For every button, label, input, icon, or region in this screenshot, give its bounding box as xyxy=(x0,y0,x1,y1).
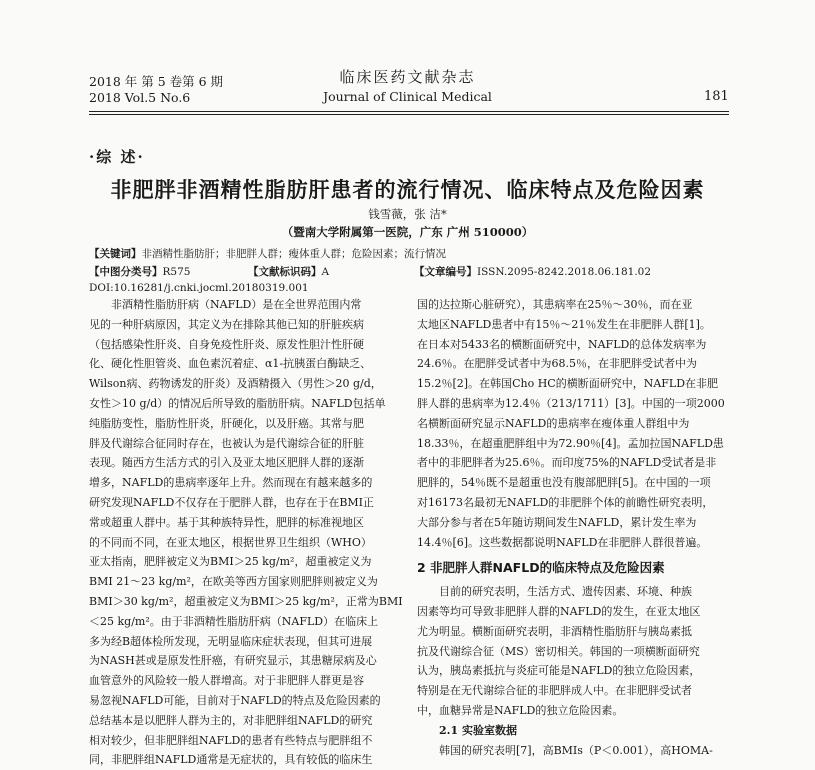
body-line: 非酒精性脂肪肝病（NAFLD）是在全世界范围内常 xyxy=(111,298,362,311)
body-line: 大部分参与者在5年随访期间发生NAFLD，累计发生率为 xyxy=(417,515,697,529)
journal-title-cn: 临床医药文献杂志 xyxy=(339,68,476,86)
article-number-value: ISSN.2095-8242.2018.06.181.02 xyxy=(477,266,652,278)
body-line: 14.4％[6]。这些数据都说明NAFLD在非肥胖人群很普遍。 xyxy=(417,535,708,549)
body-line: 纯脂肪变性，脂肪性肝炎，肝硬化，以及肝癌。其常与肥 xyxy=(89,416,364,430)
article-authors: 钱雪薇，张 洁* xyxy=(368,207,447,221)
body-line: 18.33％，在超重肥胖组中为72.90％[4]。孟加拉国NAFLD患 xyxy=(417,436,724,450)
right-column xyxy=(417,295,735,760)
issue-info-en: 2018 Vol.5 No.6 xyxy=(89,90,191,105)
section-heading-2: 2 非肥胖人群NAFLD的临床特点及危险因素 xyxy=(417,560,665,576)
body-line: 24.6％。在肥胖受试者中为68.5％，在非肥胖受试者中为 xyxy=(417,357,697,371)
page-number: 181 xyxy=(704,89,729,104)
body-line: 胖及代谢综合征同时存在，也被认为是代谢综合征的肝脏 xyxy=(89,436,364,450)
body-line: 在日本对5433名的横断面研究中，NAFLD的总体发病率为 xyxy=(417,337,707,351)
keywords-line xyxy=(89,246,446,261)
body-line: 15.2％[2]。在韩国Cho HC的横断面研究中，NAFLD在非肥 xyxy=(417,377,719,391)
article-title: 非肥胖非酒精性脂肪肝患者的流行情况、临床特点及危险因素 xyxy=(110,178,705,202)
body-line: 名横断面研究显示NAFLD的患病率在瘦体重人群组中为 xyxy=(417,416,690,430)
body-line: 中，血糖异常是NAFLD的独立危险因素。 xyxy=(417,703,624,717)
body-line: 为NASH甚或是原发性肝癌，有研究显示，其患糖尿病及心 xyxy=(89,654,377,668)
article-number-line xyxy=(414,264,651,279)
left-column xyxy=(89,295,407,770)
header-rule-2 xyxy=(89,114,729,115)
body-line: 尤为明显。横断面研究表明，非酒精性脂肪肝与胰岛素抵 xyxy=(417,624,692,638)
body-line: 增多，NAFLD的患病率逐年上升。然而现在有越来越多的 xyxy=(89,476,373,490)
body-line: Wilson病、药物诱发的肝炎）及酒精摄入（男性＞20 g/d， xyxy=(89,377,382,391)
body-line: 太地区NAFLD患者中有15％～21％发生在非肥胖人群[1]。 xyxy=(417,317,711,331)
body-line: 亚太指南，肥胖被定义为BMI＞25 kg/m²，超重被定义为 xyxy=(89,555,372,569)
doccode-line xyxy=(248,264,329,279)
doi: DOI:10.16281/j.cnki.jocml.20180319.001 xyxy=(89,282,309,294)
keywords-label: 【关键词】 xyxy=(89,248,142,260)
body-line: 目前的研究表明，生活方式、遗传因素、环境、种族 xyxy=(439,585,692,599)
body-line: 常或超重人群中。基于其种族特异性，肥胖的标准视地区 xyxy=(89,515,364,529)
doccode-value: A xyxy=(321,266,330,278)
body-line: 特别是在无代谢综合征的非肥胖成人中。在非肥胖受试者 xyxy=(417,684,692,698)
clc-value: R575 xyxy=(162,266,191,278)
body-line: 因素等均可导致非肥胖人群的NAFLD的发生，在亚太地区 xyxy=(417,604,701,618)
body-line: 对16173名最初无NAFLD的非肥胖个体的前瞻性研究表明， xyxy=(417,495,714,509)
body-line: 认为，胰岛素抵抗与炎症可能是NAFLD的独立危险因素， xyxy=(417,664,701,678)
body-line: BMI 21～23 kg/m²，在欧美等西方国家则肥胖则被定义为 xyxy=(89,575,378,589)
body-line: 化、硬化性胆管炎、血色素沉着症、α1-抗胰蛋白酶缺乏、 xyxy=(89,357,372,371)
body-line: 抗及代谢综合征（MS）密切相关。韩国的一项横断面研究 xyxy=(417,644,700,658)
body-line: 易忽视NAFLD可能，目前对于NAFLD的特点及危险因素的 xyxy=(89,693,381,707)
body-line: 同，非肥胖组NAFLD通常是无症状的，具有较低的临床生 xyxy=(89,753,373,767)
body-line: 总结基本是以肥胖人群为主的，对非肥胖组NAFLD的研究 xyxy=(89,713,373,727)
article-affiliation: （暨南大学附属第一医院，广东 广州 510000） xyxy=(281,225,534,239)
body-line: 肥胖的，54％既不是超重也没有腹部肥胖[5]。在中国的一项 xyxy=(417,476,711,490)
body-line: 者中的非肥胖者为25.6％。而印度75%的NAFLD受试者是非 xyxy=(417,456,717,470)
body-line: 胖人群的患病率为12.4％（213/1711）[3]。中国的一项2000 xyxy=(417,396,725,410)
body-line: ＜25 kg/m²。由于非酒精性脂肪肝病（NAFLD）在临床上 xyxy=(89,614,379,628)
section-tag: ·综 述· xyxy=(89,148,145,166)
body-line: 韩国的研究表明[7]，高BMIs（P＜0.001），高HOMA- xyxy=(439,743,713,757)
journal-title-en: Journal of Clinical Medical xyxy=(323,89,492,104)
body-line: 见的一种肝病原因，其定义为在排除其他已知的肝脏疾病 xyxy=(89,317,364,331)
body-line: BMI＞30 kg/m²，超重被定义为BMI＞25 kg/m²，正常为BMI xyxy=(89,594,403,608)
doccode-label: 【文献标识码】 xyxy=(248,266,322,278)
section-heading-2-1: 2.1 实验室数据 xyxy=(439,723,517,737)
body-line: 女性＞10 g/d）的情况后所导致的脂肪肝病。NAFLD包括单 xyxy=(89,396,386,410)
clc-line xyxy=(89,264,190,279)
clc-label: 【中图分类号】 xyxy=(89,266,163,278)
keywords: 非酒精性脂肪肝；非肥胖人群；瘦体重人群；危险因素；流行情况 xyxy=(141,248,446,260)
header-rule xyxy=(89,111,729,112)
body-line: 相对较少，但非肥胖组NAFLD的患者有些特点与肥胖组不 xyxy=(89,733,373,747)
body-line: 国的达拉斯心脏研究），其患病率在25％～30％，而在亚 xyxy=(417,298,693,311)
body-line: 表现。随西方生活方式的引入及亚太地区肥胖人群的逐渐 xyxy=(89,456,364,470)
body-line: 的不同而不同，在亚太地区，根据世界卫生组织（WHO） xyxy=(89,535,372,549)
issue-info-cn: 2018 年 第 5 卷第 6 期 xyxy=(89,74,224,89)
body-line: 多为经B超体检所发现，无明显临床症状表现，但其可进展 xyxy=(89,634,373,648)
body-line: 研究发现NAFLD不仅存在于肥胖人群，也存在于在BMI正 xyxy=(89,495,375,509)
body-line: （包括感染性肝炎、自身免疫性肝炎、原发性胆汁性肝硬 xyxy=(89,337,364,351)
body-line: 血管意外的风险较一般人群增高。对于非肥胖人群更是容 xyxy=(89,674,364,688)
article-number-label: 【文章编号】 xyxy=(414,266,477,278)
